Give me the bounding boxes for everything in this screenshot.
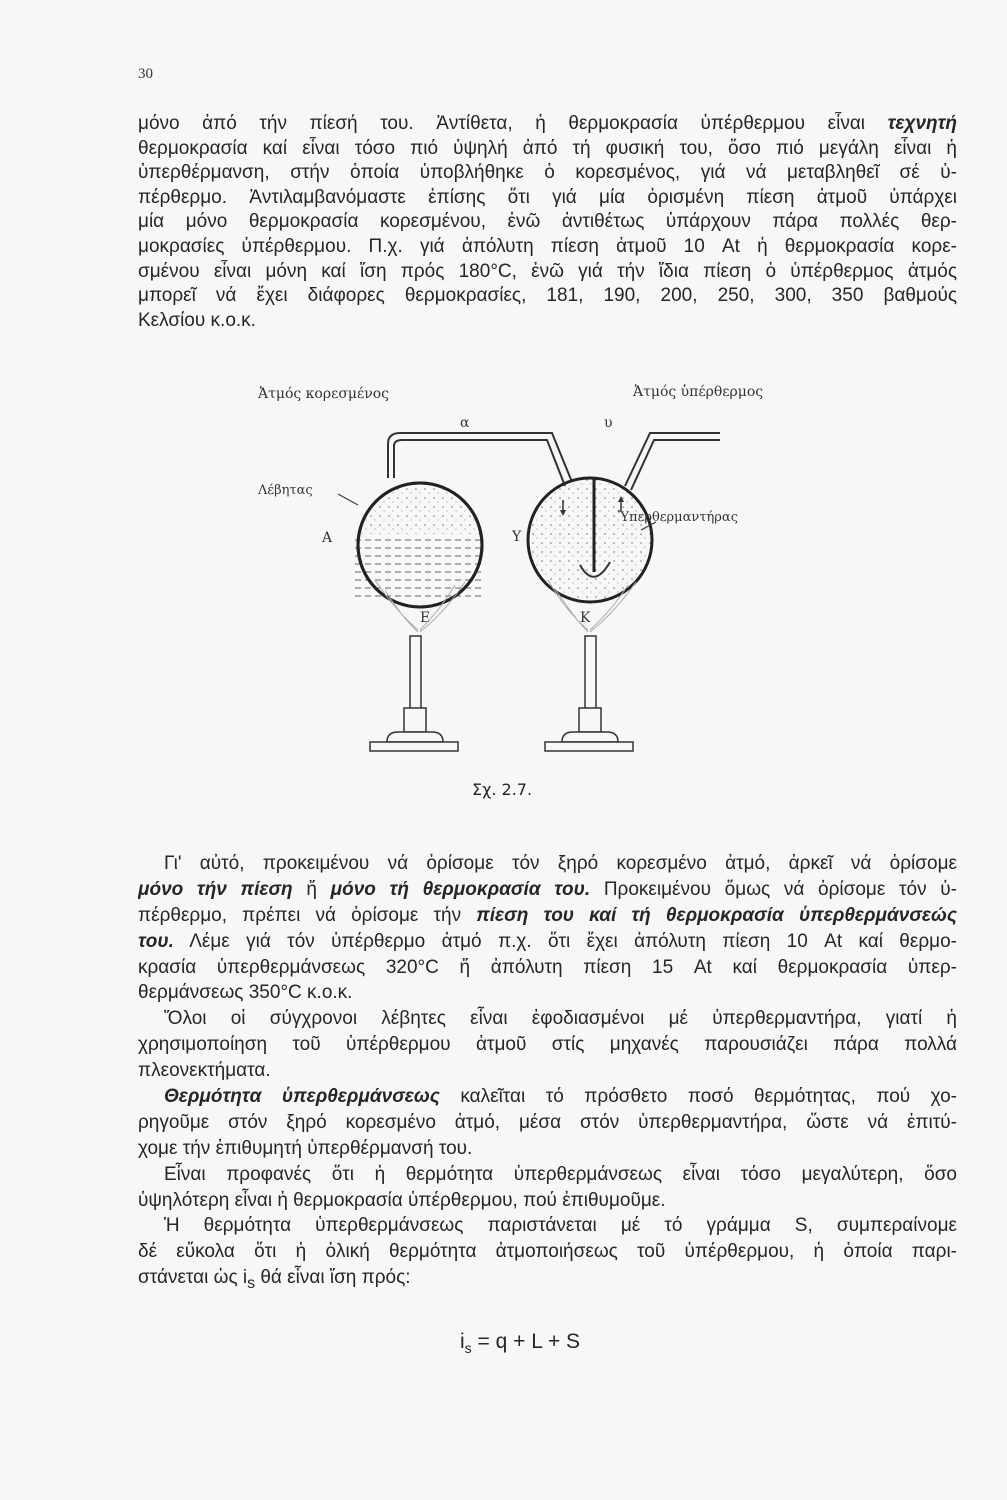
- emphasized-text: μόνο τή θερμοκρασία του.: [330, 878, 591, 900]
- superheater-sphere: [528, 478, 652, 602]
- text-run: ὑπερθέρμανση, στήν ὁποία ὑποβλήθηκε ὁ κορεσμένος, γιά νά μεταβληθεῖ σέ ὑ-: [138, 162, 957, 184]
- text-run: δέ εὔκολα ὅτι ἡ ὁλική θερμότητα ἀτμοποιήσεως τοῦ ὑπέρθερμου, ἡ ὁποία παρι-: [138, 1241, 957, 1263]
- text-run: ἤ: [292, 878, 331, 900]
- text-run: μοκρασίες ὑπέρθερμου. Π.χ. γιά ἀπόλυτη πίεση ἀτμοῦ 10 At ἡ θερμοκρασία κορε-: [138, 235, 957, 257]
- label-A: Α: [322, 530, 333, 546]
- text-run: ὑψηλότερη εἶναι ἡ θερμοκρασία ὑπέρθερμου, πού ἐπιθυμοῦμε.: [138, 1189, 666, 1211]
- text-run: χομε τήν ἐπιθυμητή ὑπερθέρμανσή του.: [138, 1137, 473, 1159]
- label-K: Κ: [580, 610, 591, 626]
- text-run: θά εἶναι ἴση πρός:: [255, 1267, 411, 1289]
- text-run: Λέμε γιά τόν ὑπέρθερμο ἀτμό π.χ. ὅτι ἔχει ἀπόλυτη πίεση 10 At καί θερμο-: [173, 930, 957, 952]
- text-run: μόνο ἀπό τήν πίεσή του. Ἀντίθετα, ἡ θερμοκρασία ὑπέρθερμου εἶναι: [138, 113, 888, 134]
- text-run: πέρθερμο, πρέπει νά ὁρίσομε τήν: [138, 904, 477, 926]
- label-superheated-steam: Ἀτμός ὑπέρθερμος: [633, 384, 764, 400]
- label-a: α: [460, 415, 470, 431]
- burner-right: [545, 636, 633, 751]
- text-line: [138, 929, 957, 955]
- pipe-saturated: [388, 433, 572, 486]
- text-run: s: [247, 1275, 256, 1292]
- text-run: Προκειμένου ὅμως νά ὁρίσομε τόν ὑ-: [590, 878, 957, 900]
- text-run: θερμάνσεως 350°C κ.ο.κ.: [138, 982, 353, 1004]
- label-boiler: Λέβητας: [258, 483, 313, 498]
- text-line: [138, 1136, 957, 1162]
- formula-subscript: s: [464, 1340, 472, 1357]
- text-line: [138, 1006, 957, 1032]
- text-line: [138, 1032, 957, 1058]
- text-line: [138, 903, 957, 929]
- text-run: πλεονεκτήματα.: [138, 1060, 271, 1082]
- label-saturated-steam: Ἀτμός κορεσμένος: [258, 386, 390, 402]
- text-run: Ἡ θερμότητα ὑπερθερμάνσεως παριστάνεται μέ τό γράμμα S, συμπεραίνομε: [164, 1215, 957, 1237]
- figure-caption: Σχ. 2.7.: [472, 780, 533, 799]
- text-run: στάνεται ὡς i: [138, 1267, 248, 1289]
- text-run: θερμοκρασία καί εἶναι τόσο πιό ὑψηλή ἀπό τή φυσική του, ὅσο πιό μεγάλη εἶναι ἡ: [138, 137, 957, 159]
- label-u: υ: [604, 415, 613, 431]
- formula-lhs: i: [460, 1330, 465, 1353]
- text-line: [138, 1188, 957, 1214]
- text-line: [138, 1239, 957, 1265]
- emphasized-text: του.: [138, 930, 174, 952]
- page-number: 30: [138, 66, 153, 82]
- text-line: [138, 851, 957, 877]
- text-line: [138, 980, 957, 1006]
- text-run: μπορεῖ νά ἔχει διάφορες θερμοκρασίες, 181, 190, 200, 250, 300, 350 βαθμούς: [138, 285, 957, 307]
- label-superheater: Ὑπερθερμαντήρας: [618, 510, 738, 525]
- text-run: ρηγοῦμε στόν ξηρό κορεσμένο ἀτμό, μέσα στόν ὑπερθερμαντήρα, ὥστε νά ἐπιτύ-: [138, 1111, 957, 1133]
- text-line: [138, 1058, 957, 1084]
- text-line: [138, 877, 957, 903]
- emphasized-text: μόνο τήν πίεση: [138, 878, 293, 900]
- text-line: [138, 1162, 957, 1188]
- label-E: Ε: [420, 610, 431, 626]
- pipe-superheated: [625, 433, 720, 490]
- text-run: Ὅλοι οἱ σύγχρονοι λέβητες εἶναι ἐφοδιασμένοι μέ ὑπερθερμαντήρα, γιατί ἡ: [164, 1008, 957, 1030]
- text-run: Κελσίου κ.ο.κ.: [138, 309, 256, 331]
- text-run: χρησιμοποίηση τοῦ ὑπέρθερμου ἀτμοῦ στίς μηχανές παρουσιάζει πάρα πολλά: [138, 1034, 957, 1056]
- text-line: [138, 1110, 957, 1136]
- burner-left: [370, 636, 458, 751]
- text-run: καλεῖται τό πρόσθετο ποσό θερμότητας, πού χο-: [439, 1086, 957, 1108]
- emphasized-text: Θερμότητα ὑπερθερμάνσεως: [164, 1086, 440, 1108]
- text-run: μία μόνο θερμοκρασία κορεσμένου, ἐνῶ ἀντιθέτως ὑπάρχουν πάρα πολλές θερ-: [138, 211, 957, 233]
- text-run: κρασία ὑπερθερμάνσεως 320°C ἤ ἀπόλυτη πίεση 15 At καί θερμοκρασία ὑπερ-: [138, 956, 957, 978]
- emphasized-text: τεχνητή: [887, 113, 957, 134]
- label-Y: Υ: [512, 529, 522, 545]
- text-line: [138, 1265, 957, 1291]
- text-line: [138, 955, 957, 981]
- formula: [460, 1330, 580, 1356]
- text-line: [138, 1213, 957, 1239]
- text-run: πέρθερμο. Ἀντιλαμβανόμαστε ἐπίσης ὅτι γιά μία ὁρισμένη πίεση ἀτμοῦ ὑπάρχει: [138, 186, 957, 208]
- text-run: σμένου εἶναι μόνη καί ἴση πρός 180°C, ἐνῶ γιά τήν ἴδια πίεση ὁ ὑπέρθερμος ἀτμός: [138, 260, 957, 282]
- text-run: Γι' αὐτό, προκειμένου νά ὁρίσομε τόν ξηρό κορεσμένο ἀτμό, ἀρκεῖ νά ὁρίσομε: [164, 853, 957, 874]
- formula-rhs: = q + L + S: [477, 1330, 581, 1353]
- paragraph-bottom: [138, 851, 957, 1291]
- text-run: Εἶναι προφανές ὅτι ἡ θερμότητα ὑπερθερμάνσεως εἶναι τόσο μεγαλύτερη, ὅσο: [164, 1163, 957, 1185]
- text-line: [138, 1084, 957, 1110]
- emphasized-text: πίεση του καί τή θερμοκρασία ὑπερθερμάνσεώς: [476, 904, 957, 926]
